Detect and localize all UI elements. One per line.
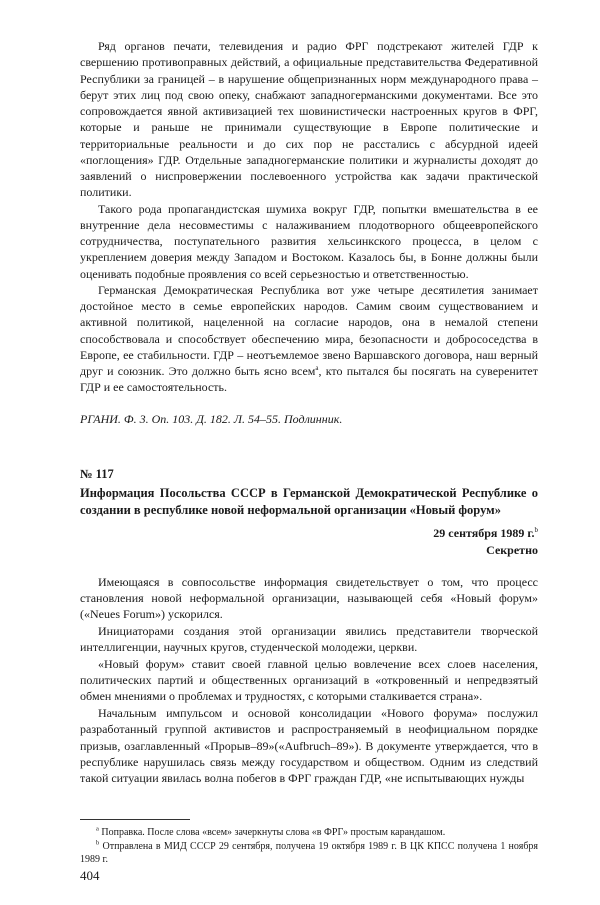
archive-source: РГАНИ. Ф. 3. Оп. 103. Д. 182. Л. 54–55. Подлинник. (80, 411, 343, 426)
footnote-marker: b (96, 839, 100, 847)
footnote-marker: а (96, 825, 99, 833)
document-date (80, 525, 538, 542)
footnote-text: Отправлена в МИД СССР 29 сентября, получена 19 октября 1989 г. В ЦК КПСС получена 1 ноября 1989 г. (80, 840, 539, 865)
footnote-marker: b (534, 525, 538, 534)
footnote-divider (80, 819, 190, 820)
date-text: 29 сентября 1989 г. (433, 525, 535, 540)
body-paragraph: «Новый форум» ставит своей главной целью вовлечение всех слоев населения, политических партий и общественных организаций в «откровенный и непредвзятый обмен мнениями о проблемах и трудностях, с которыми сталкивается страна». (80, 656, 538, 704)
document-number: № 117 (80, 466, 114, 481)
footnote-marker: а (315, 364, 319, 372)
document-classification: Секретно (486, 542, 538, 557)
footnote (80, 826, 538, 840)
page-content (80, 38, 538, 787)
footnote (80, 840, 538, 867)
body-paragraph (80, 282, 538, 396)
document-title: Информация Посольства СССР в Германской Демократической Республике о создании в республике новой неформальной организации «Новый форум» (80, 485, 538, 517)
paragraph-text: , кто пытался бы посягать на суверенитет ГДР и ее самостоятельность. (80, 364, 539, 395)
document-body (80, 574, 538, 787)
footnote-text: Поправка. После слова «всем» зачеркнуты слова «в ФРГ» простым карандашом. (101, 827, 446, 838)
paragraph-text: Германская Демократическая Республика вот уже четыре десятилетия занимает достойное место в семье европейских народов. Самим своим существованием и активной политикой, нацеленной на согласие народов, она в немалой степени способствовала и способствует обеспечению мира, безопасности и добрососедства в Европе, ее стабильности. ГДР – неотъемлемое звено Варшавского договора, наш верный друг и союзник. Это должно быть ясно всем (80, 282, 538, 378)
footnotes (80, 826, 538, 867)
body-paragraph: Ряд органов печати, телевидения и радио ФРГ подстрекают жителей ГДР к свершению противоправных действий, а официальные представительства Федеративной Республики за границей – в нарушение общепризнанных норм международного права – берут этих лиц под свою опеку, снабжают западногерманскими документами. Все это сопровождается явной активизацией тех шовинистически настроенных кругов в ФРГ, которые и раньше не принимали существующие в Европе политические и территориальные реальности и до сих пор не расстались с абсурдной идеей «поглощения» ГДР. Отдельные западногерманские политики и журналисты доходят до заявлений о ниспровержении послевоенного устройства как задачи практической политики. (80, 39, 538, 200)
body-paragraph: Такого рода пропагандистская шумиха вокруг ГДР, попытки вмешательства в ее внутренние дела несовместимы с налаживанием плодотворного общеевропейского сотрудничества, поступательного развития хельсинкского процесса, в целом с укреплением доверия между Западом и Востоком. Казалось бы, в Бонне должны были оценивать подобные проявления со всей серьезностью и ответственностью. (80, 201, 538, 281)
body-paragraph: Инициаторами создания этой организации явились представители творческой интеллигенции, научных кругов, студенческой молодежи, церкви. (80, 623, 538, 655)
body-paragraph: Начальным импульсом и основой консолидации «Нового форума» послужил разработанный группой активистов и распространяемый в неофициальном порядке призыв, озаглавленный «Прорыв–89»(«Aufbruch–89»). В документе утверждается, что в республике нарушилась связь между государством и обществом. Одним из следствий такой ситуации явилась волна побегов в ФРГ граждан ГДР, «не испытывающих нужды (80, 705, 538, 786)
page-number: 404 (80, 868, 100, 883)
body-paragraph: Имеющаяся в совпосольстве информация свидетельствует о том, что процесс становления новой неформальной организации, называющей себя «Новый форум» («Neues Forum») ускорился. (80, 574, 538, 622)
